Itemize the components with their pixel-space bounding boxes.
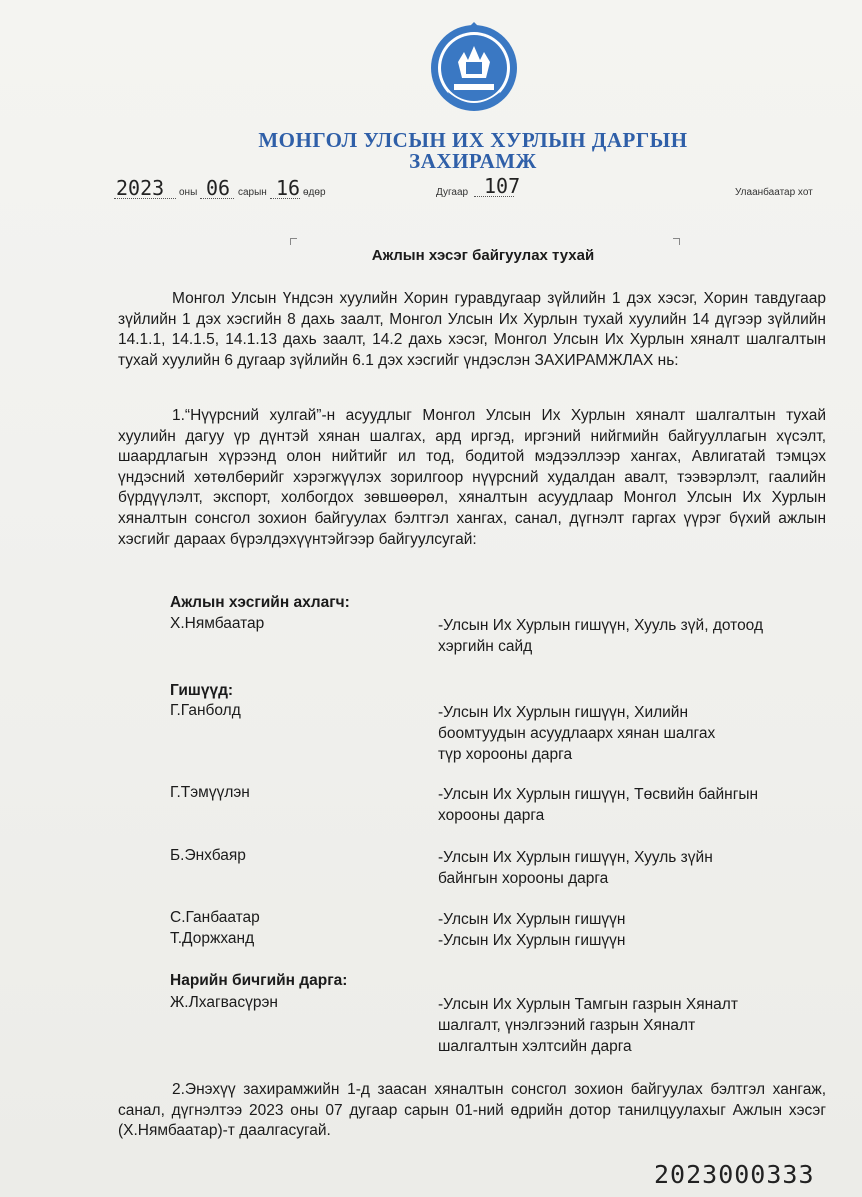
item2-paragraph bbox=[118, 1080, 826, 1142]
date-year-suffix: оны bbox=[179, 187, 198, 198]
date-day-suffix: өдөр bbox=[303, 187, 326, 198]
secretary-role-line: шалгалтын хэлтсийн дарга bbox=[438, 1038, 632, 1055]
corner-mark-left bbox=[290, 238, 297, 245]
document-title-line2: ЗАХИРАМЖ bbox=[409, 149, 537, 173]
leader-name: Х.Нямбаатар bbox=[170, 615, 265, 632]
member-role bbox=[438, 702, 828, 765]
date-month-suffix: сарын bbox=[238, 187, 267, 198]
item1-text: 1.“Нүүрсний хулгай”-н асуудлыг Монгол Улсын Их Хурлын хяналт шалгалтын тухай хуулийн дагуу үр дүнтэй хянан шалгах, ард иргэд, иргэний нийгмийн байгууллагын хүсэлт, шаардлагын хүрээнд олон нийтийг ил тод, бодитой мэдээллээр хангах, Авлигатай тэмцэх үндэсний хөтөлбөрийг хэрэгжүүлэх зорилгоор нүүрсний худалдан авалт, тээвэрлэлт, гаалийн бүрдүүлэлт, экспорт, холбогдох зөвшөөрөл, хяналтын асуудлаар Монгол Улсын Их Хурлын хяналтын сонсгол зохион байгуулах бэлтгэл хангах, санал, дүгнэлт гаргах үүрэг бүхий ажлын хэсгийг дараах бүрэлдэхүүнтэйгээр байгуулсугай: bbox=[118, 407, 826, 548]
date-year: 2023 bbox=[116, 176, 165, 200]
document-heading: Ажлын хэсэг байгуулах тухай bbox=[371, 247, 595, 264]
member-role-line: -Улсын Их Хурлын гишүүн bbox=[438, 932, 626, 949]
member-name: Т.Доржханд bbox=[170, 930, 255, 947]
member-role-line: байнгын хорооны дарга bbox=[438, 870, 609, 887]
member-role-line: -Улсын Их Хурлын гишүүн, Хууль зүйн bbox=[438, 849, 713, 866]
secretary-label: Нарийн бичгийн дарга: bbox=[170, 972, 348, 989]
preamble-text: Монгол Улсын Үндсэн хуулийн Хорин гуравдугаар зүйлийн 1 дэх хэсэг, Хорин тавдугаар зүйлийн 1 дэх хэсгийн 8 дахь заалт, Монгол Улсын Их Хурлын тухай хуулийн 14 дүгээр зүйлийн 14.1.1, 14.1.5, 14.1.13 дахь заалт, 14.2 дахь хэсэг, Монгол Улсын Их Хурлын хяналт шалгалтын тухай хуулийн 6 дугаар зүйлийн 6.1 дэх хэсгийг үндэслэн ЗАХИРАМЖЛАХ нь: bbox=[118, 290, 826, 369]
member-role bbox=[438, 847, 828, 889]
member-role-line: -Улсын Их Хурлын гишүүн, Төсвийн байнгын bbox=[438, 786, 759, 803]
secretary-role bbox=[438, 994, 828, 1057]
date-day: 16 bbox=[276, 176, 301, 200]
item1-paragraph bbox=[118, 406, 826, 550]
secretary-role-line: шалгалт, үнэлгээний газрын Хяналт bbox=[438, 1017, 696, 1034]
place-label: Улаанбаатар хот bbox=[735, 187, 813, 198]
leader-role-line2: хэргийн сайд bbox=[438, 638, 533, 655]
secretary-role-line: -Улсын Их Хурлын Тамгын газрын Хяналт bbox=[438, 996, 738, 1013]
members-label: Гишүүд: bbox=[170, 682, 234, 699]
member-role-line: -Улсын Их Хурлын гишүүн, Хилийн bbox=[438, 704, 689, 721]
member-name: Б.Энхбаяр bbox=[170, 847, 246, 864]
member-role bbox=[438, 909, 828, 930]
leader-role-line1: -Улсын Их Хурлын гишүүн, Хууль зүй, дотоод bbox=[438, 617, 764, 634]
document-title-line1: МОНГОЛ УЛСЫН ИХ ХУРЛЫН ДАРГЫН bbox=[258, 128, 688, 152]
member-role bbox=[438, 930, 828, 951]
member-name: Г.Тэмүүлэн bbox=[170, 784, 250, 801]
item2-text: 2.Энэхүү захирамжийн 1-д заасан хяналтын сонсгол зохион байгуулах бэлтгэл хангаж, санал, дүгнэлтээ 2023 оны 07 дугаар сарын 01-ний өдрийн дотор танилцуулахыг Ажлын хэсэг (Х.Нямбаатар)-т даалгасугай. bbox=[118, 1081, 826, 1140]
leader-label: Ажлын хэсгийн ахлагч: bbox=[170, 594, 350, 611]
leader-role bbox=[438, 615, 828, 657]
corner-mark-right bbox=[673, 238, 680, 245]
registration-number: 2023000333 bbox=[654, 1160, 815, 1189]
date-month: 06 bbox=[206, 176, 231, 200]
member-role-line: түр хорооны дарга bbox=[438, 746, 573, 763]
number-value: 107 bbox=[484, 174, 521, 198]
member-name: С.Ганбаатар bbox=[170, 909, 260, 926]
preamble-paragraph bbox=[118, 289, 826, 371]
member-role-line: хорооны дарга bbox=[438, 807, 545, 824]
secretary-name: Ж.Лхагвасүрэн bbox=[170, 994, 278, 1011]
member-role-line: -Улсын Их Хурлын гишүүн bbox=[438, 911, 626, 928]
member-role bbox=[438, 784, 828, 826]
number-label: Дугаар bbox=[436, 187, 469, 198]
state-emblem-icon bbox=[428, 22, 520, 116]
member-role-line: боомтуудын асуудлаарх хянан шалгах bbox=[438, 725, 716, 742]
member-name: Г.Ганболд bbox=[170, 702, 241, 719]
